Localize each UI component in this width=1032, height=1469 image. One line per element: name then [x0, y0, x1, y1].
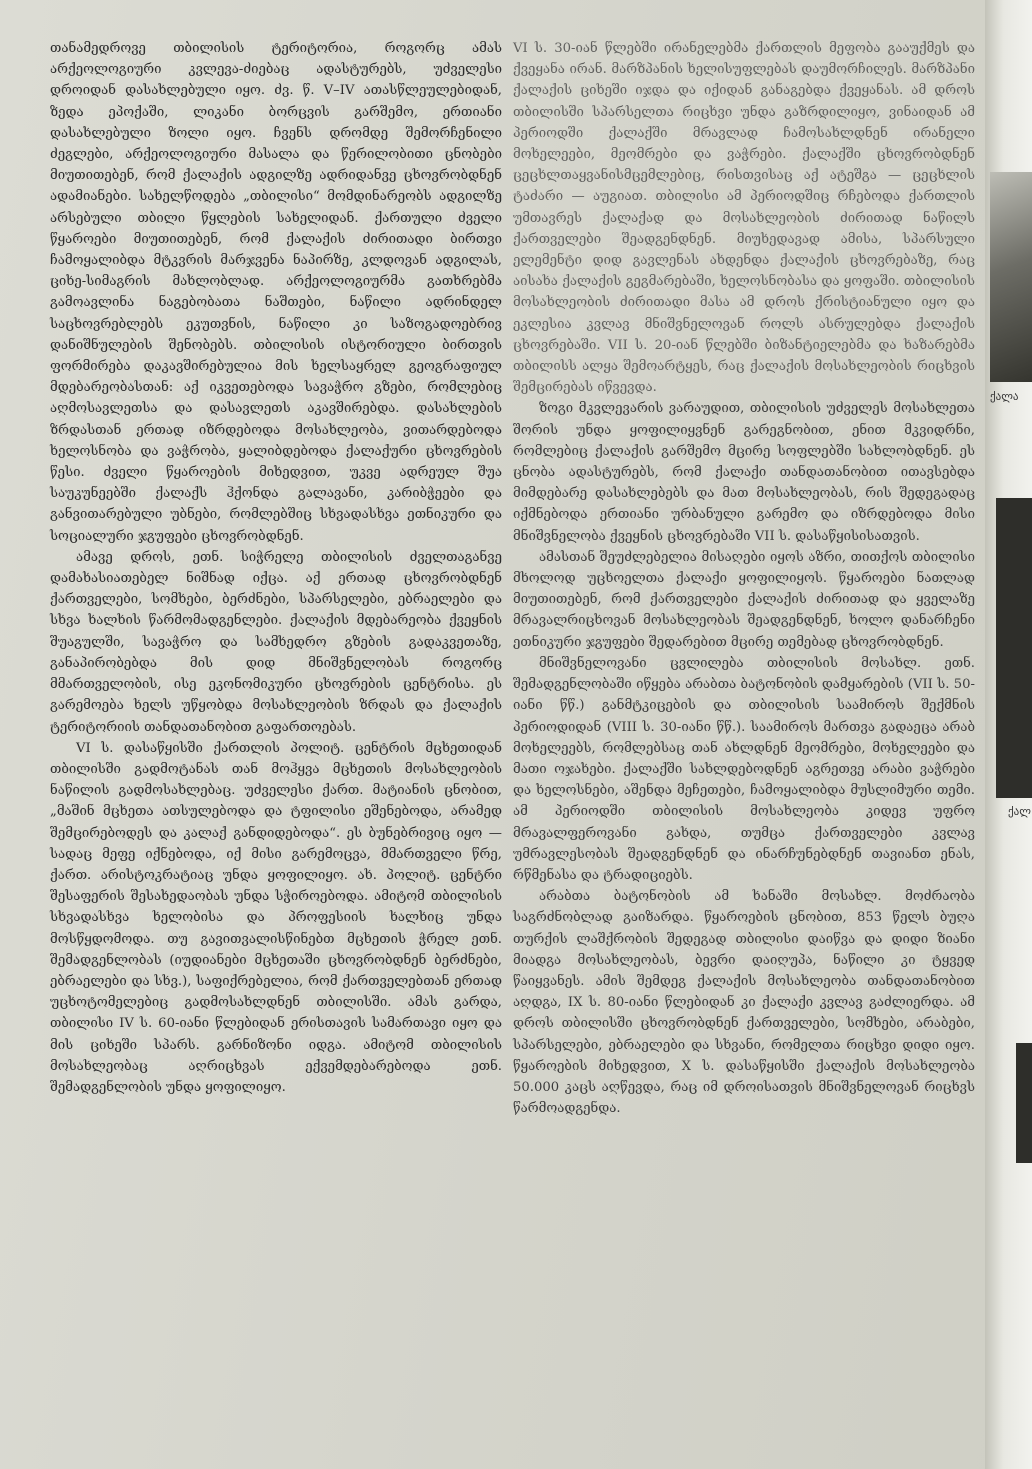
photo-caption: ქალ	[1008, 805, 1031, 818]
photo-caption: ქალა	[990, 390, 1019, 403]
paragraph: მნიშვნელოვანი ცვლილება თბილისის მოსახლ. ეთნ. შემადგენლობაში იწყება არაბთა ბატონობის დამყარების (VII ს. 50-იანი წწ.) განმტკიცების და თბილისის საამიროს შექმნის პერიოდიდან (VIII ს. 30-იანი წწ.). საამიროს მართვა გადაეცა არაბ მოხელეებს, რომლებსაც თან ახლდნენ მეომრები, მოხელეები და მათი ოჯახები. ქალაქში სახლდებოდნენ აგრეთვე არაბი ვაჭრები და ხელოსნები, აშენდა მეჩეთები, ჩამოყალიბდა მუსლიმური თემი. ამ პერიოდში თბილისის მოსახლეობა კიდევ უფრო მრავალფეროვანი გახდა, თუმცა ქართველები კვლავ უმრავლესობას შეადგენდნენ და ინარჩუნებდნენ თავიანთ ენას, რწმენასა და ტრადიციებს.	[513, 655, 975, 883]
paragraph: არაბთა ბატონობის ამ ხანაში მოსახლ. მოძრაობა საგრძნობლად გაიზარდა. წყაროების ცნობით, 853 წელს ბუღა თურქის ლაშქრობის შედეგად თბილისი დაიწვა და დიდი ზიანი მიადგა მოსახლეობას, ბევრი დაიღუპა, ნაწილი კი ტყვედ წაიყვანეს. ამის შემდეგ ქალაქის მოსახლეობა თანდათანობით აღდგა, IX ს. 80-იანი წლებიდან კი ქალაქი კვლავ გაძლიერდა. ამ დროს თბილისში ცხოვრობდნენ ქართველები, სომხები, არაბები, სპარსელები, ებრაელები და სხვანი, რომელთა რიცხვი დიდი იყო. წყაროების მიხედვით, X ს. დასაწყისში ქალაქის მოსახლეობა 50.000 კაცს აღწევდა, რაც იმ დროისათვის მნიშვნელოვან რიცხვს წარმოადგენდა.	[513, 889, 975, 1117]
paragraph: VI ს. დასაწყისში ქართლის პოლიტ. ცენტრის მცხეთიდან თბილისში გადმოტანას თან მოჰყვა მცხეთის მოსახლეობის ნაწილის გადმოსახლებაც. უძველესი ქართ. მატიანის ცნობით, „მაშინ მცხეთა ათსულებოდა და ტფილისი ეშენებოდა, არამედ შემცირებოდეს და კალაქ განდიდებოდა“. ეს ბუნებრივიც იყო — სადაც მეფე იქნებოდა, იქ მისი გარემოცვა, მმართველი წრე, ქართ. არისტოკრატიაც უნდა ყოფილიყო. ახ. პოლიტ. ცენტრი შესაფერის შესახედაობას უნდა სჭიროებოდა. ამიტომ თბილისის სხვადასხვა ხელობისა და პროფესიის ხალხიც უნდა მოსწყდომოდა. თუ გავითვალისწინებთ მცხეთის ჭრელ ეთნ. შემადგენლობას (იუდიანები მცხეთაში ცხოვრობდნენ ბერძნები, ებრაელები და სხვ.), საფიქრებელია, რომ ქართველებთან ერთად უცხოტომელებიც გადმოსახლდნენ თბილისში. ამას გარდა, თბილისი IV ს. 60-იანი წლებიდან ერისთავის სამართავი იყო და მის ციხეში სპარს. გარნიზონი იდგა. ამიტომ თბილისის მოსახლეობაც აღრიცხვას ექვემდებარებოდა ეთნ. შემადგენლობის უნდა ყოფილიყო.	[50, 740, 502, 1095]
paragraph: ამასთან შეუძლებელია მისაღები იყოს აზრი, თითქოს თბილისი მხოლოდ უცხოელთა ქალაქი ყოფილიყოს. წყაროები ნათლად მიუთითებენ, რომ ქართველები ქალაქის ძირითად და ყველაზე მრავალრიცხოვან მოსახლეობას შეადგენდნენ, ხოლო დანარჩენი ეთნიკური ჯგუფები შედარებით მცირე თემებად ცხოვრობდნენ.	[513, 549, 975, 650]
paragraph: VI ს. 30-იან წლებში ირანელებმა ქართლის მეფობა გააუქმეს და ქვეყანა ირან. მარზპანის ხელისუფლებას დაუმორჩილეს. მარზპანი ქალაქის ციხეში იჯდა და იქიდან განაგებდა ქვეყანას. ამ დროს თბილისში სპარსელთა რიცხვი უნდა გაზრდილიყო, ვინაიდან ამ პერიოდში ქალაქში მრავლად ჩამოსახლდნენ ირანელი მოხელეები, მეომრები და ვაჭრები. ქალაქში ცხოვრობდნენ ცეცხლთაყვანისმცემლებიც, რისთვისაც აქ ატეშგა — ცეცხლის ტაძარი — აუგიათ. თბილისი ამ პერიოდშიც რჩებოდა ქართლის უმთავრეს ქალაქად და მოსახლეობის ძირითად ნაწილს ქართველები შეადგენდნენ. მიუხედავად ამისა, სპარსული ელემენტი დიდ გავლენას ახდენდა ქალაქის ცხოვრებაზე, რაც აისახა ქალაქის გეგმარებაში, ხელოსნობასა და ყოფაში. თბილისის მოსახლეობის ძირითადი მასა ამ დროს ქრისტიანული იყო და ეკლესია კვლავ მნიშვნელოვან როლს ასრულებდა ქალაქის ცხოვრებაში. VII ს. 20-იან წლებში ბიზანტიელებმა და ხაზარებმა თბილისს ალყა შემოარტყეს, რაც ქალაქის მოსახლეობის რიცხვის შემცირებას იწვევდა.	[513, 41, 975, 396]
text-column-right	[513, 38, 975, 1119]
paragraph: ამავე დროს, ეთნ. სიჭრელე თბილისის ძველთაგანვე დამახასიათებელ ნიშნად იქცა. აქ ერთად ცხოვრობდნენ ქართველები, სომხები, ბერძნები, სპარსელები, ებრაელები და სხვა ხალხის წარმომადგენლები. ქალაქის მდებარეობა ქვეყნის შუაგულში, სავაჭრო და სამხედრო გზების გადაკვეთაზე, განაპირობებდა მის დიდ მნიშვნელობას როგორც მმართველობის, ისე ეკონომიკური ცხოვრების ცენტრისა. ეს გარემოება ხელს უწყობდა მოსახლეობის ზრდას და ქალაქის ტერიტორიის თანდათანობით გაფართოებას.	[50, 549, 502, 735]
photo-fragment	[1016, 1043, 1032, 1163]
text-column-left	[50, 38, 502, 1098]
photo-fragment	[996, 498, 1032, 798]
paragraph: თანამედროვე თბილისის ტერიტორია, როგორც ამას არქეოლოგიური კვლევა-ძიებაც ადასტურებს, უძველესი დროიდან დასახლებული იყო. ძვ. წ. V–IV ათასწლეულებიდან, ზედა ეპოქაში, ლიკანი ბორცვის გარშემო, ერთიანი დასახლებული ზოლი იყო. ჩვენს დრომდე შემორჩენილი ძეგლები, არქეოლოგიური მასალა და წერილობითი ცნობები მიუთითებენ, რომ ქალაქის ადგილზე ადრიდანვე ცხოვრობდნენ ადამიანები. სახელწოდება „თბილისი“ მომდინარეობს ადგილზე არსებული თბილი წყლების სახელიდან. ქართული ძველი წყაროები მიუთითებენ, რომ ქალაქის ძირითადი ბირთვი ჩამოყალიბდა მტკვრის მარჯვენა ნაპირზე, კლდოვან ადგილას, ციხე-სიმაგრის მახლობლად. არქეოლოგიურმა გათხრებმა გამოავლინა ნაგებობათა ნაშთები, ნაწილი ადრინდელ საცხოვრებლებს ეკუთვნის, ნაწილი კი საზოგადოებრივ დანიშნულების შენობებს. თბილისის ისტორიული ბირთვის ფორმირება დაკავშირებულია მის ხელსაყრელ გეოგრაფიულ მდებარეობასთან: აქ იკვეთებოდა სავაჭრო გზები, რომლებიც აღმოსავლეთსა და დასავლეთს აკავშირებდა. დასახლების ზრდასთან ერთად იზრდებოდა მოსახლეობა, ვითარდებოდა ხელოსნობა და ვაჭრობა, ყალიბდებოდა ქალაქური ცხოვრების წესი. ძველი წყაროების მიხედვით, უკვე ადრეულ შუა საუკუნეებში ქალაქს ჰქონდა გალავანი, კარიბჭეები და განვითარებული უბნები, რომლებშიც სხვადასხვა ეთნიკური და სოციალური ჯგუფები ცხოვრობდნენ.	[50, 41, 502, 544]
paragraph: ზოგი მკვლევარის ვარაუდით, თბილისის უძველეს მოსახლეთა შორის უნდა ყოფილიყვნენ გარეგნობით, ენით მკვიდრნი, რომლებიც ქალაქის გარშემო მცირე სოფლებში სახლობდნენ. ეს ცნობა ადასტურებს, რომ ქალაქი თანდათანობით ითავსებდა მიმდებარე დასახლებებს და მათ მოსახლეობას, რის შედეგადაც იქმნებოდა ერთიანი ურბანული გარემო და იზრდებოდა მისი მნიშვნელობა ქვეყნის ცხოვრებაში VII ს. დასაწყისისათვის.	[513, 401, 975, 544]
photo-fragment	[990, 172, 1032, 382]
